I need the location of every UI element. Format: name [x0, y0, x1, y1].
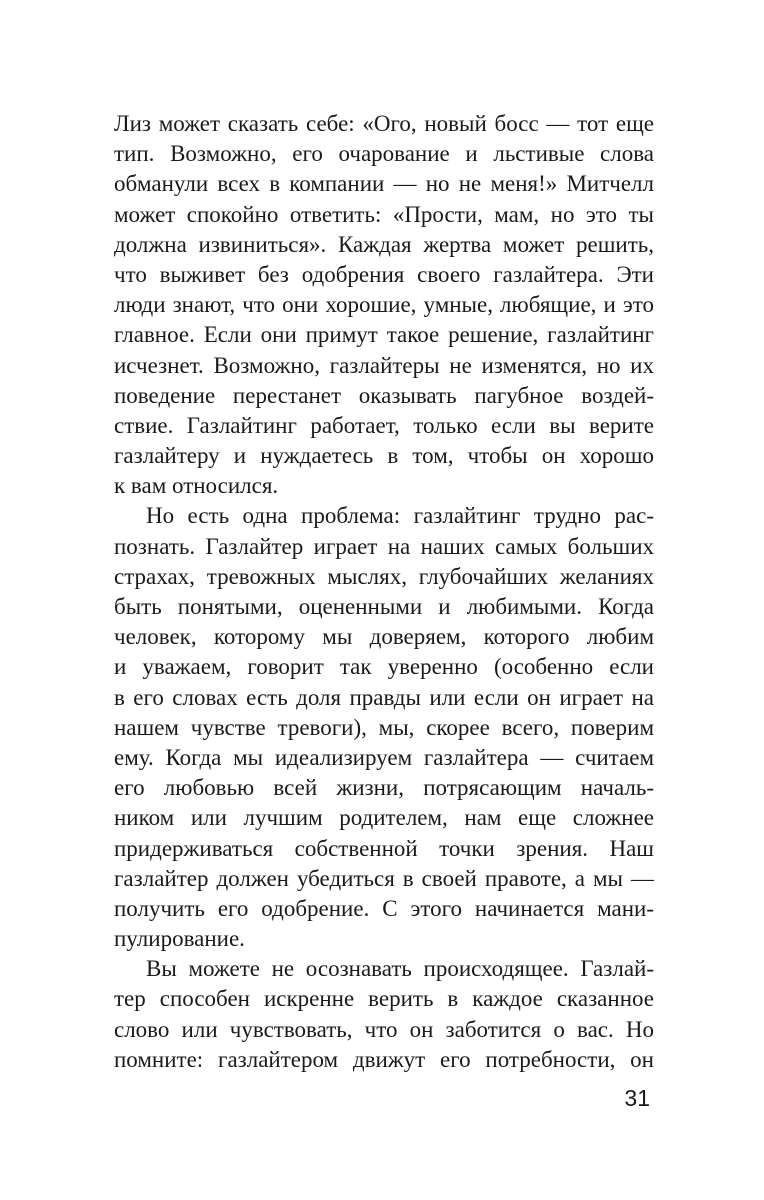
text-line: помните: газлайтером движут его потребности, он [114, 1046, 654, 1072]
text-line: его любовью всей жизни, потрясающим началь- [114, 775, 654, 801]
text-line: главное. Если они примут такое решение, газлайтинг [114, 322, 654, 348]
text-line: быть понятыми, оцененными и любимыми. Когда [114, 594, 654, 619]
text-line: может спокойно ответить: «Прости, мам, но это ты [114, 201, 654, 227]
text-line: обманули всех в компании — но не меня!» Митчелл [114, 171, 654, 197]
text-line: Вы можете не осознавать происходящее. Газлай- [146, 956, 654, 982]
text-line: Лиз может сказать себе: «Ого, новый босс — тот еще [114, 111, 654, 136]
text-line: что выживет без одобрения своего газлайтера. Эти [114, 261, 654, 287]
paragraph [114, 501, 654, 954]
text-line: Но есть одна проблема: газлайтинг трудно рас- [146, 503, 654, 529]
text-line: в его словах есть доля правды или если он играет на [114, 684, 654, 710]
text-line: страхах, тревожных мыслях, глубочайших желаниях [114, 563, 654, 589]
body-text [114, 109, 654, 1075]
text-line: придерживаться собственной точки зрения. Наш [114, 835, 654, 861]
text-line: тер способен искренне верить в каждое сказанное [114, 986, 654, 1012]
text-line: к вам относился. [114, 473, 279, 499]
text-line: пулирование. [114, 926, 245, 952]
text-line: поведение перестанет оказывать пагубное воздей- [114, 382, 654, 408]
text-line: слово или чувствовать, что он заботится о вас. Но [114, 1016, 654, 1042]
text-line: тип. Возможно, его очарование и льстивые слова [114, 141, 654, 167]
paragraph [114, 109, 654, 501]
text-line: получить его одобрение. С этого начинается мани- [114, 895, 654, 921]
text-line: должна извиниться». Каждая жертва может решить, [114, 231, 654, 257]
text-line: газлайтер должен убедиться в своей правоте, а мы — [114, 865, 654, 891]
text-line: ствие. Газлайтинг работает, только если вы верите [114, 412, 654, 438]
text-line: люди знают, что они хорошие, умные, любящие, и это [114, 292, 654, 318]
text-line: нашем чувстве тревоги), мы, скорее всего, поверим [114, 714, 654, 740]
text-line: ему. Когда мы идеализируем газлайтера — считаем [114, 744, 654, 770]
text-line: ником или лучшим родителем, нам еще сложнее [114, 805, 654, 831]
text-line: исчезнет. Возможно, газлайтеры не изменятся, но их [114, 352, 654, 378]
text-line: познать. Газлайтер играет на наших самых больших [114, 533, 654, 559]
paragraph [114, 954, 654, 1075]
page-number: 31 [624, 1085, 650, 1111]
text-line: человек, которому мы доверяем, которого любим [114, 624, 654, 650]
text-line: газлайтеру и нуждаетесь в том, чтобы он хорошо [114, 443, 654, 469]
text-line: и уважаем, говорит так уверенно (особенно если [114, 654, 654, 680]
